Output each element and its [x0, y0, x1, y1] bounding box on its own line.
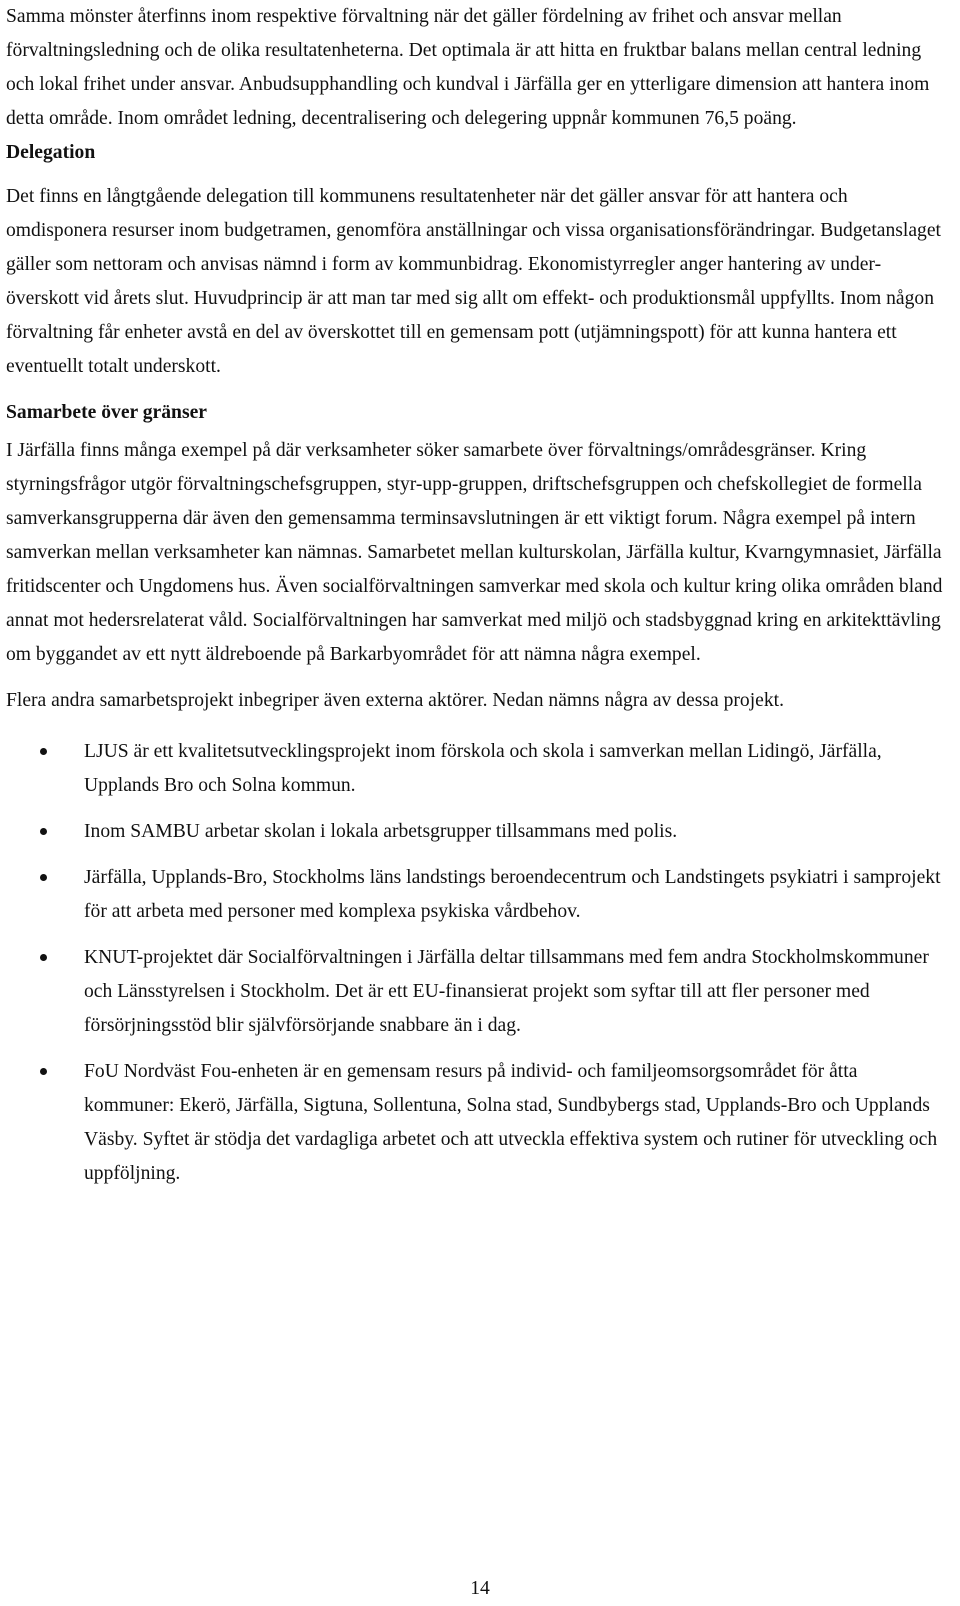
list-item: [6, 735, 946, 803]
delegation-heading: Delegation: [6, 142, 96, 163]
bullet-icon: [40, 954, 47, 961]
external-projects-paragraph: Flera andra samarbetsprojekt inbegriper även externa aktörer. Nedan nämns några av dessa projekt.: [6, 690, 784, 711]
bullet-icon: [40, 1068, 47, 1075]
page-number: 14: [470, 1578, 490, 1599]
bullet-icon: [40, 828, 47, 835]
project-list: [6, 735, 946, 1191]
list-item: [6, 941, 946, 1043]
list-item: [6, 1055, 946, 1191]
list-item-text: LJUS är ett kvalitetsutvecklingsprojekt inom förskola och skola i samverkan mellan Lidingö, Järfälla, Upplands Bro och Solna kommun.: [84, 741, 882, 796]
samarbete-paragraph: I Järfälla finns många exempel på där verksamheter söker samarbete över förvaltnings/områdesgränser. Kring styrningsfrågor utgör förvaltningschefsgruppen, styr-upp-gruppen, driftschefsgruppen och chefskollegiet de formella samverkansgrupperna där även den gemensamma terminsavslutningen är ett viktigt forum. Några exempel på intern samverkan mellan verksamheter kan nämnas. Samarbetet mellan kulturskolan, Järfälla kultur, Kvarngymnasiet, Järfälla fritidscenter och Ungdomens hus. Även socialförvaltningen samverkar med skola och kultur kring olika områden bland annat mot hedersrelaterat våld. Socialförvaltningen har samverkat med miljö och stadsbyggnad kring en arkitekttävling om byggandet av ett nytt äldreboende på Barkarbyområdet för att nämna några exempel.: [6, 440, 943, 665]
document-page: [6, 0, 946, 1203]
delegation-paragraph: Det finns en långtgående delegation till kommunens resultatenheter när det gäller ansvar för att hantera och omdisponera resurser inom budgetramen, genomföra anställningar och vissa organisationsförändringar. Budgetanslaget gäller som nettoram och anvisas nämnd i form av kommunbidrag. Ekonomistyrregler anger hantering av under- överskott vid årets slut. Huvudprincip är att man tar med sig allt om effekt- och produktionsmål uppfyllts. Inom någon förvaltning får enheter avstå en del av överskottet till en gemensam pott (utjämningspott) för att kunna hantera ett eventuellt totalt underskott.: [6, 186, 941, 377]
list-item: [6, 861, 946, 929]
list-item-text: Järfälla, Upplands-Bro, Stockholms läns landstings beroendecentrum och Landstingets psykiatri i samprojekt för att arbeta med personer med komplexa psykiska vårdbehov.: [84, 867, 941, 922]
bullet-icon: [40, 748, 47, 755]
intro-paragraph: Samma mönster återfinns inom respektive förvaltning när det gäller fördelning av frihet och ansvar mellan förvaltningsledning och de olika resultatenheterna. Det optimala är att hitta en fruktbar balans mellan central ledning och lokal frihet under ansvar. Anbudsupphandling och kundval i Järfälla ger en ytterligare dimension att hantera inom detta område. Inom området ledning, decentralisering och delegering uppnår kommunen 76,5 poäng.: [6, 6, 930, 129]
list-item-text: KNUT-projektet där Socialförvaltningen i Järfälla deltar tillsammans med fem andra Stockholmskommuner och Länsstyrelsen i Stockholm. Det är ett EU-finansierat projekt som syftar till att fler personer med försörjningsstöd blir självförsörjande snabbare än i dag.: [84, 947, 929, 1036]
list-item: [6, 815, 946, 849]
list-item-text: FoU Nordväst Fou-enheten är en gemensam resurs på individ- och familjeomsorgsområdet för åtta kommuner: Ekerö, Järfälla, Sigtuna, Sollentuna, Solna stad, Sundbybergs stad, Upplands-Bro och Upplands Väsby. Syftet är stödja det vardagliga arbetet och att utveckla effektiva system och rutiner för utveckling och uppföljning.: [84, 1061, 938, 1184]
samarbete-heading: Samarbete över gränser: [6, 402, 207, 423]
list-item-text: Inom SAMBU arbetar skolan i lokala arbetsgrupper tillsammans med polis.: [84, 821, 678, 842]
bullet-icon: [40, 874, 47, 881]
